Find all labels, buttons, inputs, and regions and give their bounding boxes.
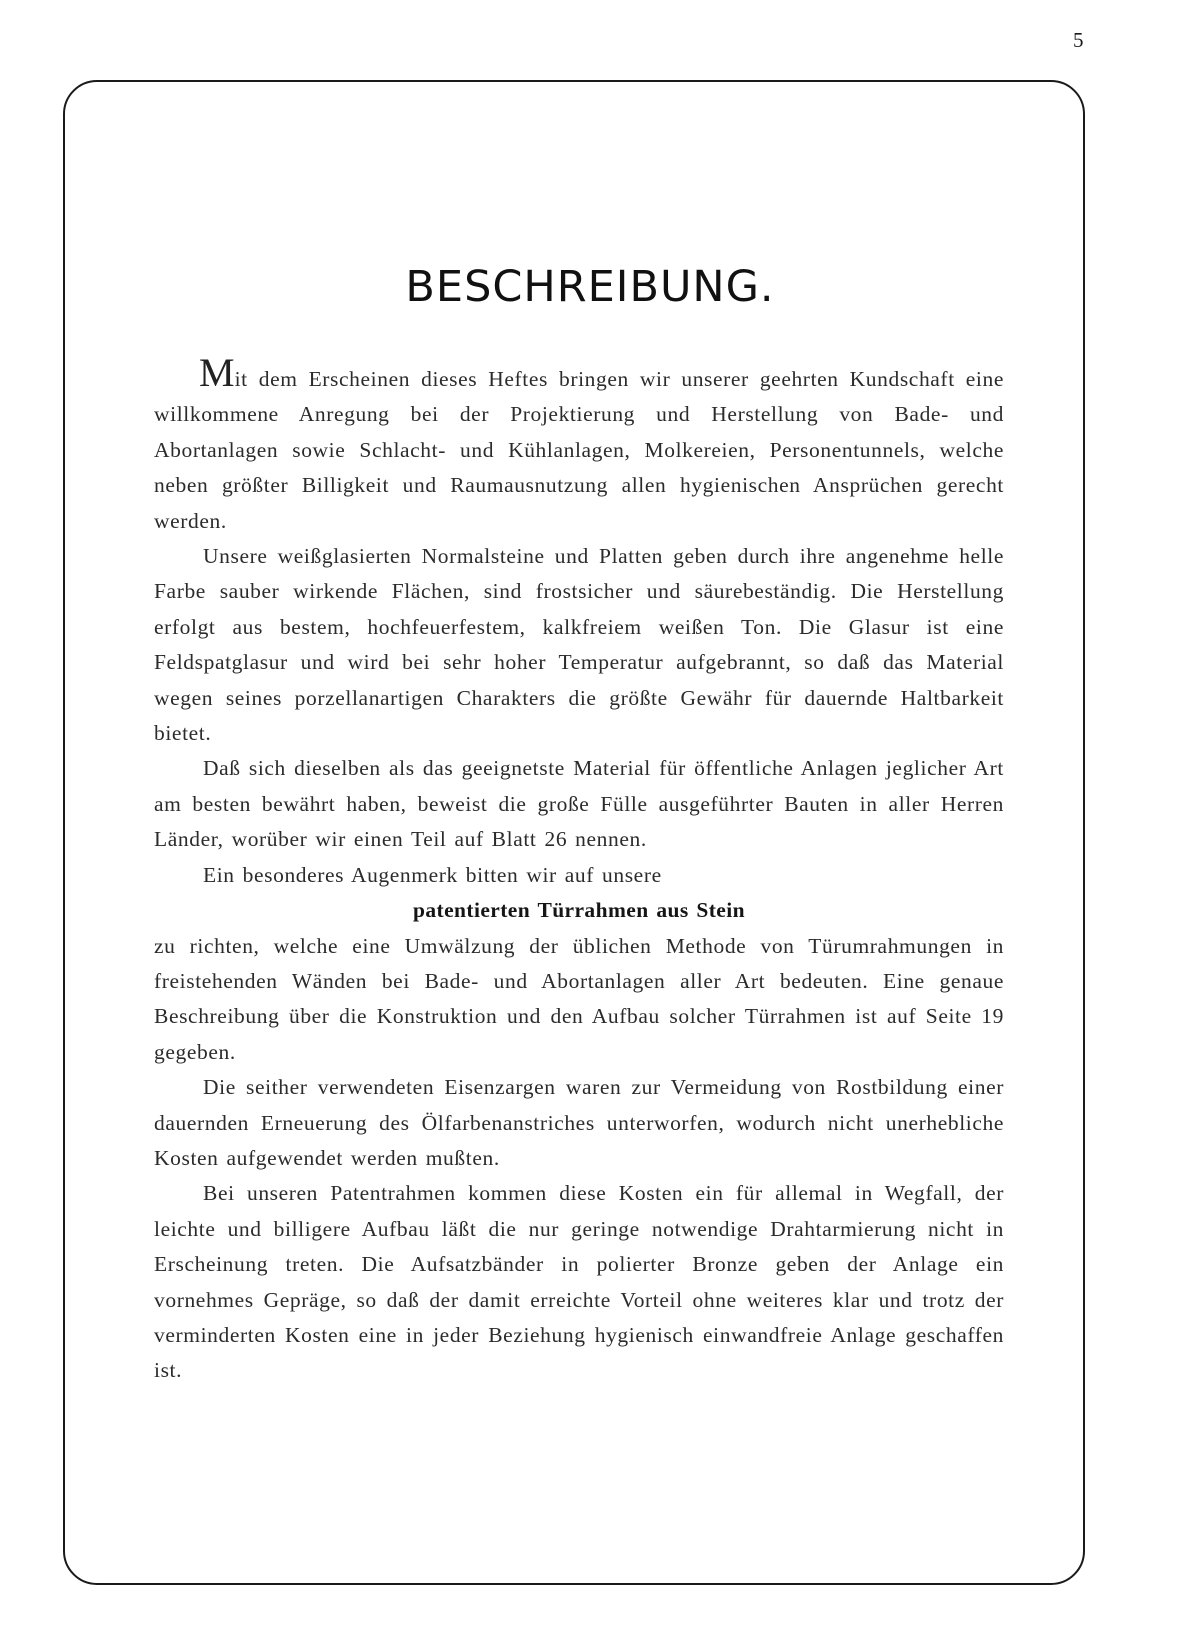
paragraph-intro (154, 350, 1004, 539)
paragraph-material: Unsere weißglasierten Normalsteine und Platten geben durch ihre angenehme helle Farbe sauber wirkende Flächen, sind frostsicher und säurebeständig. Die Herstellung erfolgt aus bestem, hochfeuerfestem, kalkfreiem weißen Ton. Die Glasur ist eine Feldspatglasur und wird bei sehr hoher Temperatur aufgebrannt, so daß das Material wegen seines porzellanartigen Charakters die größte Gewähr für dauernde Haltbarkeit bietet. (154, 544, 1004, 746)
paragraph-iron-frames: Die seither verwendeten Eisenzargen waren zur Vermeidung von Rostbildung einer dauernden Erneuerung des Ölfarbenanstriches unterworfen, wodurch nicht unerhebliche Kosten aufgewendet werden mußten. (154, 1075, 1004, 1170)
paragraph-attention: Ein besonderes Augenmerk bitten wir auf unsere (203, 862, 662, 887)
paragraph-references: Daß sich dieselben als das geeignetste Material für öffentliche Anlagen jeglicher Art am besten bewährt haben, beweist die große Fülle ausgeführter Bauten in aller Herren Länder, worüber wir einen Teil auf Blatt 26 nennen. (154, 756, 1004, 852)
body-text (154, 350, 1004, 1389)
page-number: 5 (1073, 28, 1084, 52)
paragraph-patent-frames: Bei unseren Patentrahmen kommen diese Kosten ein für allemal in Wegfall, der leichte und billigere Aufbau läßt die nur geringe notwendige Drahtarmierung nicht in Erscheinung treten. Die Aufsatzbänder in polierter Bronze geben der Anlage ein vornehmes Gepräge, so daß der damit erreichte Vorteil ohne weiteres klar und trotz der verminderten Kosten eine in jeder Beziehung hygienisch einwandfreie Anlage geschaffen ist. (154, 1181, 1004, 1383)
paragraph-door-frames: zu richten, welche eine Umwälzung der üblichen Methode von Türumrahmungen in freistehenden Wänden bei Bade- und Abortanlagen aller Art bedeuten. Eine genaue Beschreibung über die Konstruktion und den Aufbau solcher Türrahmen ist auf Seite 19 gegeben. (154, 933, 1004, 1064)
drop-cap: M (199, 350, 235, 395)
paragraph-intro-text: it dem Erscheinen dieses Heftes bringen wir unserer geehrten Kundschaft eine willkommene Anregung bei der Projektierung und Herstellung von Bade- und Abortanlagen sowie Schlacht- und Kühlanlagen, Molkereien, Personentunnels, welche neben größter Billigkeit und Raumausnutzung allen hygienischen Ansprüchen gerecht werden. (154, 367, 1004, 533)
page-title: BESCHREIBUNG. (405, 262, 775, 312)
emphasis-line: patentierten Türrahmen aus Stein (413, 898, 745, 923)
